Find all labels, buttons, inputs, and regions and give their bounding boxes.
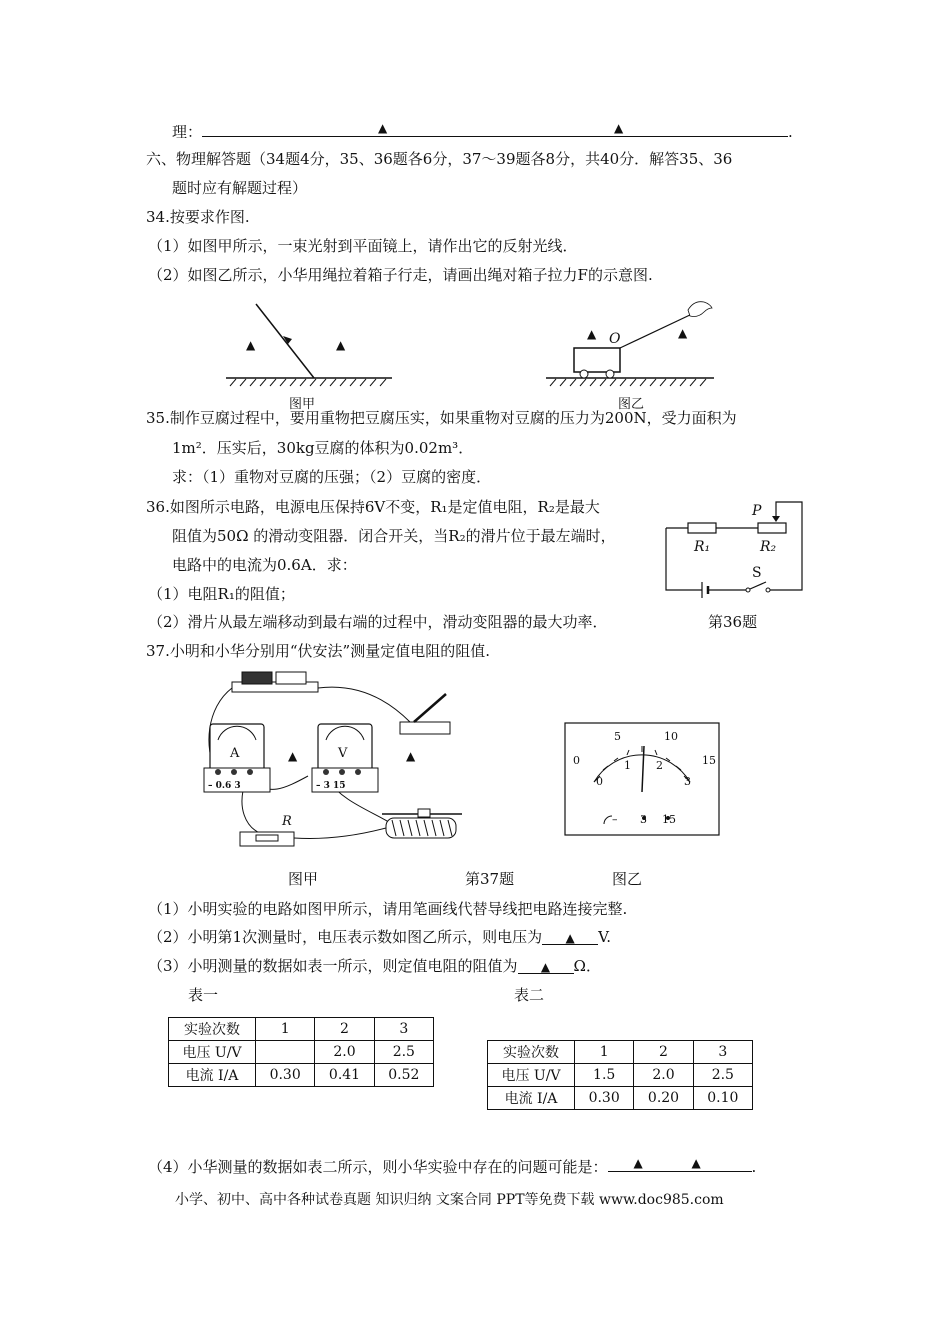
- q36-caption: 第36题: [708, 613, 758, 631]
- fig-37a-triangle-1: ▲: [288, 749, 298, 763]
- table-cell: 2.0: [634, 1064, 693, 1087]
- q35-line3: 求：（1）重物对豆腐的压强；（2）豆腐的密度．: [172, 468, 492, 486]
- voltmeter-label: V: [338, 746, 348, 761]
- table-row: [488, 1041, 753, 1064]
- q37-caption-b: 图乙: [612, 870, 643, 888]
- figure-box-rope: [542, 296, 722, 386]
- dial-term-minus: –: [612, 813, 618, 826]
- dial-bottom-0: 0: [596, 775, 603, 788]
- table2: [487, 1040, 753, 1110]
- table-cell: 电压 U/V: [488, 1064, 575, 1087]
- q36-part2: （2）滑片从最左端移动到最右端的过程中，滑动变阻器的最大功率．: [148, 613, 608, 631]
- fig-a-triangle-left: ▲: [246, 338, 256, 352]
- prev-answer-label: 理：: [172, 123, 203, 141]
- table-row: [488, 1064, 753, 1087]
- table-cell: 2: [634, 1041, 693, 1064]
- q37-part2-blank[interactable]: ▲: [542, 932, 598, 945]
- table-cell: 2.0: [315, 1041, 374, 1064]
- q37-part2-text: （2）小明第1次测量时，电压表示数如图乙所示，则电压为: [148, 928, 543, 946]
- apparatus-figure: [196, 668, 466, 858]
- table-row: [488, 1087, 753, 1110]
- resistor-r1: [688, 523, 716, 533]
- dial-term-3: 3: [640, 813, 647, 826]
- hand-icon: [688, 302, 712, 317]
- dial-term-15: 15: [662, 813, 676, 826]
- table-cell: 3: [374, 1018, 433, 1041]
- circuit-diagram: [660, 496, 810, 596]
- fig-b-caption: 图乙: [618, 397, 645, 412]
- q35-line2: 1m²．压实后，30kg豆腐的体积为0.02m³．: [172, 439, 474, 457]
- table-row: [169, 1064, 434, 1087]
- table-cell: 0.41: [315, 1064, 374, 1087]
- table-cell: 1.5: [575, 1064, 634, 1087]
- table-cell: 0.30: [256, 1064, 315, 1087]
- dial-top-0: 0: [573, 754, 580, 767]
- ammeter-terminals: – 0.6 3: [208, 781, 241, 791]
- table-row: [169, 1018, 434, 1041]
- table1-title: 表一: [188, 986, 219, 1004]
- dial-top-10: 10: [664, 730, 678, 743]
- circuit-p-label: P: [752, 503, 762, 519]
- switch-lever: [750, 582, 766, 589]
- q34-part1: （1）如图甲所示，一束光射到平面镜上，请作出它的反射光线．: [148, 237, 578, 255]
- page-footer: 小学、初中、高中各种试卷真题 知识归纳 文案合同 PPT等免费下载 www.doc985.com: [175, 1192, 724, 1208]
- answer-triangle-2: ▲: [691, 1156, 701, 1170]
- table-cell: 0.30: [575, 1087, 634, 1110]
- q34-stem: 34.按要求作图.: [146, 208, 250, 226]
- table-cell: 0.20: [634, 1087, 693, 1110]
- section6-line2: 题时应有解题过程）: [172, 179, 308, 197]
- prev-answer-line: [172, 122, 793, 140]
- answer-triangle-1: ▲: [378, 121, 388, 135]
- dial-top-15: 15: [702, 754, 716, 767]
- q37-caption-a: 图甲: [288, 870, 319, 888]
- slider-arrow: [772, 516, 780, 522]
- dial-bottom-2: 2: [656, 759, 663, 772]
- q37-part1: （1）小明实验的电路如图甲所示，请用笔画线代替导线把电路连接完整.: [148, 900, 628, 918]
- rheostat-r2: [758, 523, 786, 533]
- q37-part3: [148, 959, 601, 974]
- q37-part4-blank[interactable]: [608, 1157, 752, 1172]
- q37-part3-text: （3）小明测量的数据如表一所示，则定值电阻的阻值为: [148, 957, 518, 975]
- table-cell: 电流 I/A: [488, 1087, 575, 1110]
- q35-line1: 35.制作豆腐过程中，要用重物把豆腐压实，如果重物对豆腐的压力为200N，受力面积为: [146, 409, 737, 427]
- table-cell: [256, 1041, 315, 1064]
- fig-b-triangle-right: ▲: [678, 326, 688, 340]
- q36-line2: 阻值为50Ω 的滑动变阻器．闭合开关，当R₂的滑片位于最左端时，: [172, 527, 616, 545]
- answer-triangle-1: ▲: [633, 1156, 643, 1170]
- table-cell: 2.5: [374, 1041, 433, 1064]
- prev-answer-end: .: [788, 123, 793, 141]
- table-row: [169, 1041, 434, 1064]
- fig-b-triangle-left: ▲: [587, 327, 597, 341]
- table-cell: 1: [256, 1018, 315, 1041]
- section6-line1: 六、物理解答题（34题4分，35、36题各6分，37～39题各8分，共40分．解答35、36: [146, 150, 733, 168]
- q37-part4: [148, 1157, 756, 1175]
- table-cell: 电流 I/A: [169, 1064, 256, 1087]
- dial-bottom-1: 1: [624, 759, 631, 772]
- rheostat: [386, 818, 456, 838]
- circuit-s-label: S: [752, 565, 762, 581]
- table-cell: 实验次数: [488, 1041, 575, 1064]
- fig-b-point-o: O: [609, 331, 621, 347]
- ammeter-label: A: [230, 746, 240, 761]
- q37-stem: 37.小明和小华分别用“伏安法”测量定值电阻的阻值.: [146, 642, 490, 660]
- incident-ray: [256, 304, 314, 378]
- table-cell: 电压 U/V: [169, 1041, 256, 1064]
- wheel-left: [580, 370, 588, 378]
- fig-a-triangle-right: ▲: [336, 338, 346, 352]
- q36-part1: （1）电阻R₁的阻值；: [148, 585, 295, 603]
- wheel-right: [606, 370, 614, 378]
- voltmeter-terminals: – 3 15: [316, 781, 346, 791]
- q37-part4-end: .: [751, 1158, 757, 1176]
- circuit-r1-label: R₁: [694, 539, 711, 555]
- resistor-label: R: [282, 814, 292, 829]
- table-cell: 实验次数: [169, 1018, 256, 1041]
- table-cell: 3: [693, 1041, 752, 1064]
- table2-title: 表二: [514, 986, 545, 1004]
- table-cell: 2: [315, 1018, 374, 1041]
- table-cell: 0.52: [374, 1064, 433, 1087]
- fig-a-caption: 图甲: [289, 397, 316, 412]
- table1: [168, 1017, 434, 1087]
- table-cell: 1: [575, 1041, 634, 1064]
- q37-part3-blank[interactable]: ▲: [518, 961, 574, 974]
- circuit-r2-label: R₂: [760, 539, 777, 555]
- q36-line3: 电路中的电流为0.6A．求：: [172, 556, 357, 574]
- knife-switch: [400, 722, 450, 734]
- table-cell: 2.5: [693, 1064, 752, 1087]
- dial-bottom-3: 3: [684, 775, 691, 788]
- q37-part3-unit: Ω．: [573, 957, 601, 975]
- q36-line1: 36.如图所示电路，电源电压保持6V不变，R₁是定值电阻，R₂是最大: [146, 498, 600, 516]
- dial-top-5: 5: [614, 730, 621, 743]
- q37-part4-text: （4）小华测量的数据如表二所示，则小华实验中存在的问题可能是：: [148, 1158, 608, 1176]
- fig-37a-triangle-2: ▲: [406, 749, 416, 763]
- q37-part2: [148, 930, 611, 945]
- q34-part2: （2）如图乙所示，小华用绳拉着箱子行走，请画出绳对箱子拉力F的示意图.: [148, 266, 653, 284]
- q37-caption-mid: 第37题: [465, 870, 515, 888]
- q37-part2-unit: V.: [598, 928, 612, 946]
- prev-answer-blank[interactable]: [202, 122, 788, 137]
- table-cell: 0.10: [693, 1087, 752, 1110]
- box: [574, 348, 620, 372]
- answer-triangle-2: ▲: [614, 121, 624, 135]
